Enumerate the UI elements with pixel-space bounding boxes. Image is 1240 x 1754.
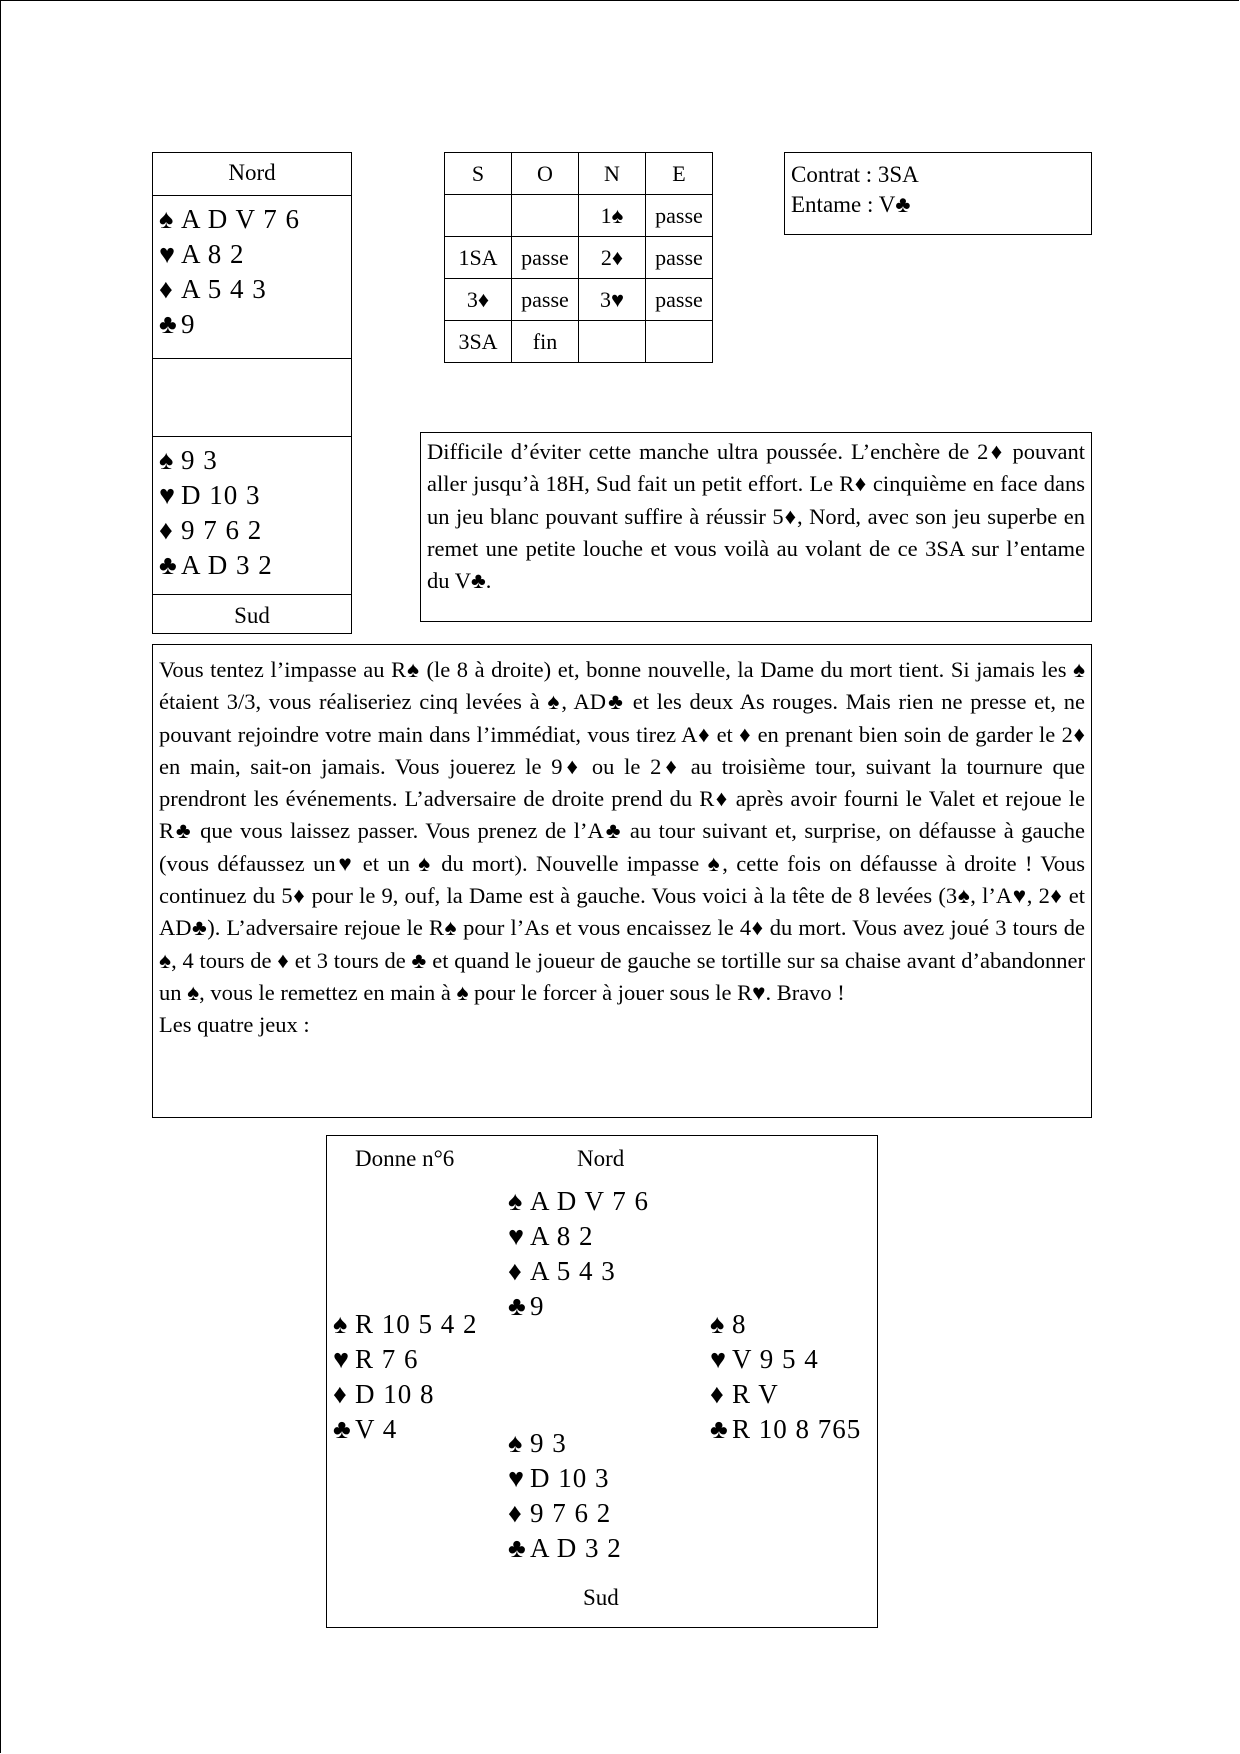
diamond-icon: ♦	[508, 1498, 523, 1528]
play-commentary-text: Vous tentez l’impasse au R♠ (le 8 à droite) et, bonne nouvelle, la Dame du mort tient. Si jamais les ♠ étaient 3/3, vous réaliseriez cinq levées à ♠, AD♣ et les deux As rouges. Mais rien ne presse et, ne pouvant rejoindre votre main dans l’immédiat, vous tirez A♦ et ♦ en prenant bien soin de garder le 2♦ en main, sait-on jamais. Vous jouerez le 9♦ ou le 2♦ au troisième tour, suivant la tournure que prendront les événements. L’adversaire de droite prend du R♦ après avoir fourni le Valet et rejoue le R♣ que vous laissez passer. Vous prenez de l’A♣ au tour suivant et, surprise, on défausse à gauche (vous défaussez un♥ et un ♠ du mort). Nouvelle impasse ♠, cette fois on défausse à droite ! Vous continuez du 5♦ pour le 9, ouf, la Dame est à gauche. Vous voici à la tête de 8 levées (3♠, l’A♥, 2♦ et AD♣). L’adversaire rejoue le R♠ pour l’As et vous encaissez le 4♦ du mort. Vous avez joué 3 tours de ♠, 4 tours de ♦ et 3 tours de ♣ et quand le joueur de gauche se tortille sur sa chaise avant d’abandonner un ♠, vous le remettez en main à ♠ pour le forcer à jouer sous le R♥. Bravo !	[159, 657, 1085, 1005]
diamond-icon: ♦	[710, 1379, 725, 1409]
south-hearts: ♥ D 10 3	[159, 478, 351, 513]
north-clubs: ♣ 9	[159, 307, 351, 342]
bid-cell	[512, 195, 579, 237]
east-spades: ♠ 8	[710, 1307, 861, 1342]
south-hand	[153, 437, 351, 595]
spade-icon: ♠	[508, 1186, 524, 1216]
lead-line: Entame : V♣	[791, 192, 911, 217]
bid-cell: fin	[512, 321, 579, 363]
club-icon: ♣	[159, 550, 178, 580]
north-label: Nord	[577, 1146, 625, 1171]
club-icon: ♣	[710, 1414, 729, 1444]
contract-box	[784, 152, 1092, 235]
east-hearts: ♥ V 9 5 4	[710, 1342, 861, 1377]
bid-cell: passe	[512, 279, 579, 321]
north-diamonds: ♦ A 5 4 3	[508, 1254, 649, 1289]
play-commentary	[152, 644, 1092, 1118]
contract-line: Contrat : 3SA	[791, 162, 919, 187]
bid-cell: 1♠	[579, 195, 646, 237]
south-diamonds: ♦ 9 7 6 2	[159, 513, 351, 548]
west-clubs: ♣ V 4	[333, 1412, 478, 1447]
blank-row	[153, 359, 351, 437]
header-cell: E	[646, 153, 713, 195]
north-spades: ♠ A D V 7 6	[508, 1184, 649, 1219]
north-clubs: ♣ 9	[508, 1289, 649, 1324]
heart-icon: ♥	[508, 1463, 526, 1493]
north-hearts: ♥ A 8 2	[508, 1219, 649, 1254]
north-south-hands-box	[152, 152, 352, 634]
bid-cell: 3SA	[445, 321, 512, 363]
north-diamonds: ♦ A 5 4 3	[159, 272, 351, 307]
north-hand	[508, 1184, 649, 1324]
east-hand	[710, 1307, 861, 1447]
south-spades: ♠ 9 3	[159, 443, 351, 478]
diamond-icon: ♦	[508, 1256, 523, 1286]
bid-cell: passe	[646, 195, 713, 237]
diamond-icon: ♦	[333, 1379, 348, 1409]
south-diamonds: ♦ 9 7 6 2	[508, 1496, 622, 1531]
bid-cell	[579, 321, 646, 363]
bidding-row	[445, 195, 713, 237]
bidding-row	[445, 237, 713, 279]
south-clubs: ♣ A D 3 2	[508, 1531, 622, 1566]
header-cell: O	[512, 153, 579, 195]
spade-icon: ♠	[159, 204, 175, 234]
south-label: Sud	[583, 1585, 619, 1610]
heart-icon: ♥	[159, 480, 177, 510]
bid-cell	[445, 195, 512, 237]
deal-number: Donne n°6	[355, 1146, 455, 1171]
west-hand	[333, 1307, 478, 1447]
spade-icon: ♠	[333, 1309, 349, 1339]
diamond-icon: ♦	[159, 274, 174, 304]
bid-cell	[646, 321, 713, 363]
club-icon: ♣	[333, 1414, 352, 1444]
heart-icon: ♥	[710, 1344, 728, 1374]
bid-cell: passe	[512, 237, 579, 279]
north-spades: ♠ A D V 7 6	[159, 202, 351, 237]
bid-cell: 1SA	[445, 237, 512, 279]
bid-cell: 3♥	[579, 279, 646, 321]
north-label: Nord	[153, 153, 351, 196]
south-spades: ♠ 9 3	[508, 1426, 622, 1461]
spade-icon: ♠	[710, 1309, 726, 1339]
bidding-row	[445, 321, 713, 363]
south-clubs: ♣ A D 3 2	[159, 548, 351, 583]
spade-icon: ♠	[159, 445, 175, 475]
bidding-table	[444, 152, 713, 363]
club-icon: ♣	[508, 1533, 527, 1563]
west-spades: ♠ R 10 5 4 2	[333, 1307, 478, 1342]
bidding-header-row	[445, 153, 713, 195]
west-diamonds: ♦ D 10 8	[333, 1377, 478, 1412]
club-icon: ♣	[508, 1291, 527, 1321]
south-hearts: ♥ D 10 3	[508, 1461, 622, 1496]
header-cell: S	[445, 153, 512, 195]
bid-cell: 3♦	[445, 279, 512, 321]
bidding-row	[445, 279, 713, 321]
bidding-commentary: Difficile d’éviter cette manche ultra poussée. L’enchère de 2♦ pouvant aller jusqu’à 18H, Sud fait un petit effort. Le R♦ cinquième en face dans un jeu blanc pouvant suffire à réussir 5♦, Nord, avec son jeu superbe en remet une petite louche et vous voilà au volant de ce 3SA sur l’entame du V♣.	[420, 432, 1092, 622]
north-hearts: ♥ A 8 2	[159, 237, 351, 272]
bid-cell: passe	[646, 279, 713, 321]
heart-icon: ♥	[508, 1221, 526, 1251]
four-hands-caption: Les quatre jeux :	[159, 1012, 310, 1038]
south-label: Sud	[234, 603, 270, 628]
east-clubs: ♣ R 10 8 765	[710, 1412, 861, 1447]
west-hearts: ♥ R 7 6	[333, 1342, 478, 1377]
club-icon: ♣	[159, 309, 178, 339]
south-hand	[508, 1426, 622, 1566]
bid-cell: passe	[646, 237, 713, 279]
deal-diagram	[326, 1135, 878, 1628]
diamond-icon: ♦	[159, 515, 174, 545]
header-cell: N	[579, 153, 646, 195]
spade-icon: ♠	[508, 1428, 524, 1458]
east-diamonds: ♦ R V	[710, 1377, 861, 1412]
bid-cell: 2♦	[579, 237, 646, 279]
north-hand	[153, 196, 351, 359]
heart-icon: ♥	[159, 239, 177, 269]
heart-icon: ♥	[333, 1344, 351, 1374]
